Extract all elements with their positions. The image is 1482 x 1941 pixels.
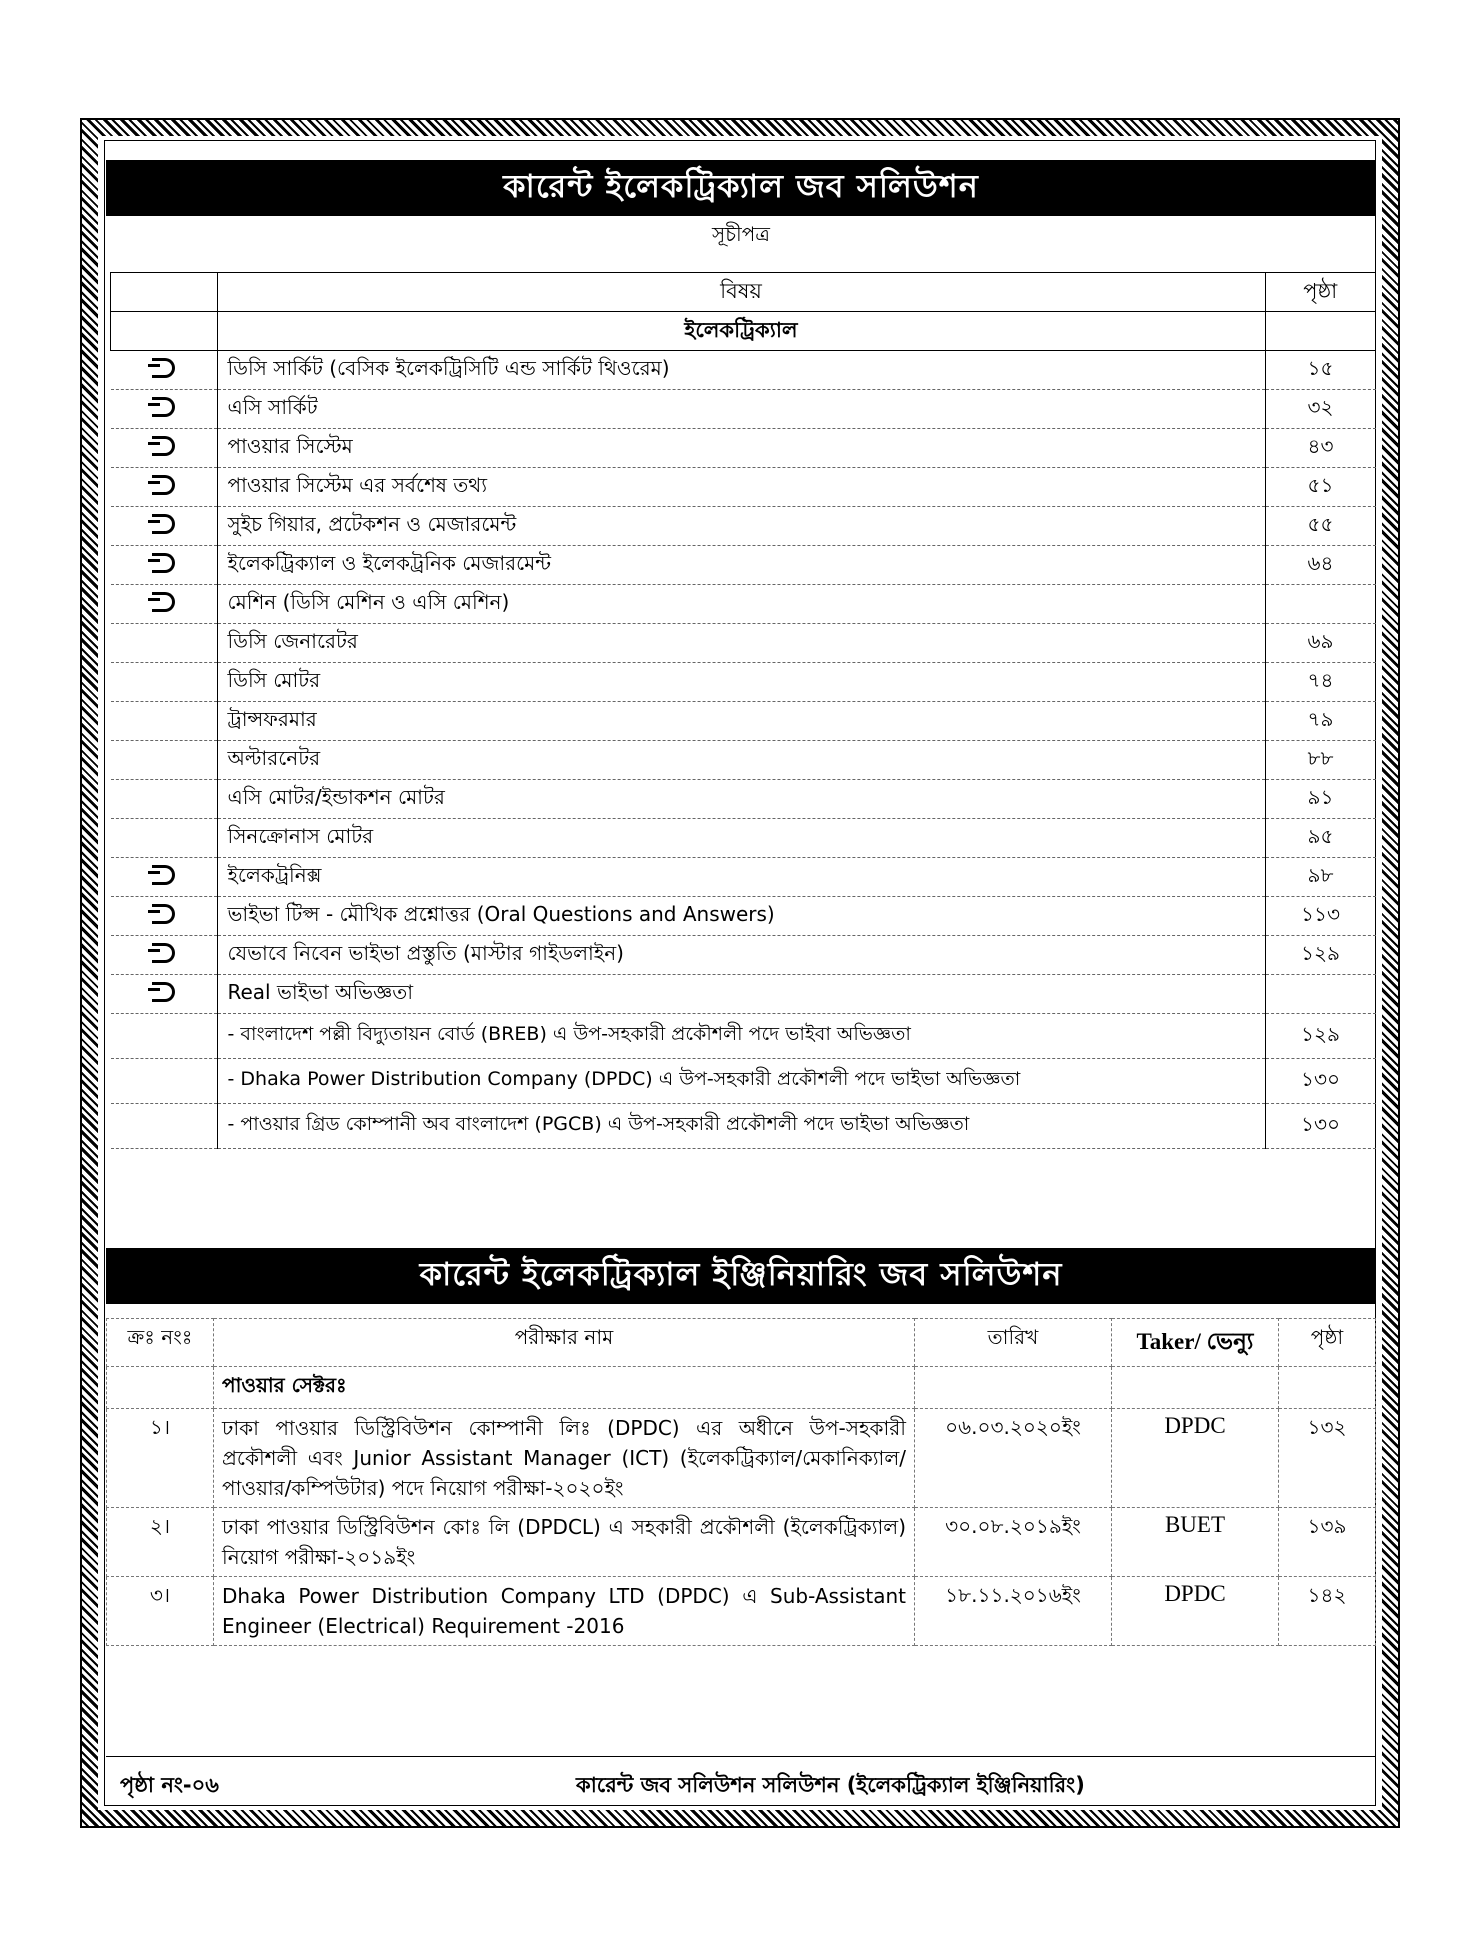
toc-row-subject: এসি সার্কিট	[217, 390, 1265, 429]
toc-row-subject: - পাওয়ার গ্রিড কোম্পানী অব বাংলাদেশ (PGCB) এ উপ-সহকারী প্রকৌশলী পদে ভাইভা অভিজ্ঞতা	[217, 1104, 1265, 1149]
toc-row-marker	[111, 624, 218, 663]
exam-row	[107, 1409, 1376, 1508]
toc-row-subject: এসি মোটর/ইন্ডাকশন মোটর	[217, 780, 1265, 819]
exam-header-taker: Taker/ ভেন্যু	[1112, 1319, 1279, 1367]
toc-row	[111, 1104, 1376, 1149]
toc-row	[111, 1014, 1376, 1059]
exam-header-page: পৃষ্ঠা	[1279, 1319, 1376, 1367]
toc-row-subject: অল্টারনেটর	[217, 741, 1265, 780]
toc-row-page: ১২৯	[1265, 1014, 1376, 1059]
arrow-icon	[152, 904, 175, 924]
toc-row	[111, 585, 1376, 624]
toc-row-page: ৯৮	[1265, 858, 1376, 897]
toc-row	[111, 741, 1376, 780]
toc-row-subject: - বাংলাদেশ পল্লী বিদ্যুতায়ন বোর্ড (BREB) এ উপ-সহকারী প্রকৌশলী পদে ভাইবা অভিজ্ঞতা	[217, 1014, 1265, 1059]
toc-row	[111, 468, 1376, 507]
toc-row	[111, 351, 1376, 390]
toc-row-marker	[111, 741, 218, 780]
toc-row-page	[1265, 585, 1376, 624]
toc-row-marker	[111, 1104, 218, 1149]
toc-row	[111, 663, 1376, 702]
exam-row-taker: DPDC	[1112, 1409, 1279, 1508]
toc-row-marker	[111, 663, 218, 702]
toc-row-marker	[111, 1059, 218, 1104]
toc-row-page: ৬৪	[1265, 546, 1376, 585]
toc-row-page	[1265, 975, 1376, 1014]
toc-row-subject: ডিসি মোটর	[217, 663, 1265, 702]
toc-row-marker	[111, 429, 218, 468]
exam-row-serial: ১।	[107, 1409, 214, 1508]
toc-row-page: ৮৮	[1265, 741, 1376, 780]
toc-row-marker	[111, 546, 218, 585]
toc-row	[111, 390, 1376, 429]
toc-row-subject: ট্রান্সফরমার	[217, 702, 1265, 741]
toc-row-page: ৯১	[1265, 780, 1376, 819]
toc-category: ইলেকট্রিক্যাল	[217, 312, 1265, 351]
exam-row-taker: DPDC	[1112, 1577, 1279, 1646]
toc-row	[111, 897, 1376, 936]
sector-label: পাওয়ার সেক্টরঃ	[214, 1367, 915, 1409]
arrow-icon	[152, 592, 175, 612]
toc-row	[111, 975, 1376, 1014]
toc-row-marker	[111, 975, 218, 1014]
section2-banner: কারেন্ট ইলেকট্রিক্যাল ইঞ্জিনিয়ারিং জব সলিউশন	[106, 1248, 1376, 1304]
toc-row-subject: পাওয়ার সিস্টেম	[217, 429, 1265, 468]
toc-row-marker	[111, 936, 218, 975]
footer-title: কারেন্ট জব সলিউশন সলিউশন (ইলেকট্রিক্যাল ইঞ্জিনিয়ারিং)	[576, 1773, 1085, 1797]
toc-header-page: পৃষ্ঠা	[1265, 273, 1376, 312]
toc-row-page: ৩২	[1265, 390, 1376, 429]
exam-row-page: ১৩৯	[1279, 1508, 1376, 1577]
toc-row-page: ১৩০	[1265, 1104, 1376, 1149]
toc-row-marker	[111, 1014, 218, 1059]
exam-row-exam: ঢাকা পাওয়ার ডিস্ট্রিবিউশন কোঃ লি (DPDCL) এ সহকারী প্রকৌশলী (ইলেকট্রিক্যাল) নিয়োগ পরীক্ষা-২০১৯ইং	[214, 1508, 915, 1577]
exam-row-page: ১৪২	[1279, 1577, 1376, 1646]
exam-row-taker: BUET	[1112, 1508, 1279, 1577]
arrow-icon	[152, 943, 175, 963]
toc-row-marker	[111, 468, 218, 507]
arrow-icon	[152, 553, 175, 573]
sector-blank	[107, 1367, 214, 1409]
arrow-icon	[152, 436, 175, 456]
toc-row-page: ৯৫	[1265, 819, 1376, 858]
toc-row-subject: ইলেকট্রনিক্স	[217, 858, 1265, 897]
toc-row-subject: যেভাবে নিবেন ভাইভা প্রস্তুতি (মাস্টার গাইডলাইন)	[217, 936, 1265, 975]
exam-row	[107, 1508, 1376, 1577]
exam-table	[106, 1318, 1376, 1646]
toc-row	[111, 624, 1376, 663]
toc-category-page	[1265, 312, 1376, 351]
exam-row-date: ১৮.১১.২০১৬ইং	[915, 1577, 1112, 1646]
toc-row-page: ৭৯	[1265, 702, 1376, 741]
arrow-icon	[152, 358, 175, 378]
exam-row	[107, 1577, 1376, 1646]
toc-row-marker	[111, 897, 218, 936]
section1-banner: কারেন্ট ইলেকট্রিক্যাল জব সলিউশন	[106, 160, 1376, 216]
toc-row-subject: পাওয়ার সিস্টেম এর সর্বশেষ তথ্য	[217, 468, 1265, 507]
exam-header-name: পরীক্ষার নাম	[214, 1319, 915, 1367]
page-footer	[106, 1756, 1376, 1803]
arrow-icon	[152, 865, 175, 885]
toc-row-page: ১২৯	[1265, 936, 1376, 975]
toc-row-marker	[111, 780, 218, 819]
exam-row-exam: Dhaka Power Distribution Company LTD (DPDC) এ Sub-Assistant Engineer (Electrical) Requirement -2016	[214, 1577, 915, 1646]
toc-header-blank	[111, 273, 218, 312]
toc-row-marker	[111, 507, 218, 546]
arrow-icon	[152, 982, 175, 1002]
toc-row-marker	[111, 819, 218, 858]
arrow-icon	[152, 397, 175, 417]
toc-row	[111, 819, 1376, 858]
toc-row-marker	[111, 585, 218, 624]
toc-row	[111, 702, 1376, 741]
toc-row-marker	[111, 858, 218, 897]
toc-row	[111, 546, 1376, 585]
toc-table	[110, 272, 1376, 1149]
toc-header-subject: বিষয়	[217, 273, 1265, 312]
exam-row-date: ০৬.০৩.২০২০ইং	[915, 1409, 1112, 1508]
toc-row-marker	[111, 390, 218, 429]
toc-row-page: ১৩০	[1265, 1059, 1376, 1104]
footer-page-number: পৃষ্ঠা নং-০৬	[120, 1773, 219, 1797]
exam-header-date: তারিখ	[915, 1319, 1112, 1367]
exam-header-serial: ক্রঃ নংঃ	[107, 1319, 214, 1367]
toc-row-subject: Real ভাইভা অভিজ্ঞতা	[217, 975, 1265, 1014]
toc-row	[111, 858, 1376, 897]
toc-row-page: ৭৪	[1265, 663, 1376, 702]
exam-row-serial: ২।	[107, 1508, 214, 1577]
toc-row-subject: সিনক্রোনাস মোটর	[217, 819, 1265, 858]
toc-row-subject: মেশিন (ডিসি মেশিন ও এসি মেশিন)	[217, 585, 1265, 624]
toc-subtitle: সূচীপত্র	[712, 222, 770, 246]
toc-row-marker	[111, 351, 218, 390]
exam-row-page: ১৩২	[1279, 1409, 1376, 1508]
toc-row-subject: ডিসি জেনারেটর	[217, 624, 1265, 663]
toc-row-subject: সুইচ গিয়ার, প্রটেকশন ও মেজারমেন্ট	[217, 507, 1265, 546]
arrow-icon	[152, 475, 175, 495]
toc-row	[111, 1059, 1376, 1104]
toc-row	[111, 429, 1376, 468]
toc-row-subject: ইলেকট্রিক্যাল ও ইলেকট্রনিক মেজারমেন্ট	[217, 546, 1265, 585]
exam-row-serial: ৩।	[107, 1577, 214, 1646]
exam-row-exam: ঢাকা পাওয়ার ডিস্ট্রিবিউশন কোম্পানী লিঃ (DPDC) এর অধীনে উপ-সহকারী প্রকৌশলী এবং Junior Assistant Manager (ICT) (ইলেকট্রিক্যাল/মেকানিক্যাল/পাওয়ার/কম্পিউটার) পদে নিয়োগ পরীক্ষা-২০২০ইং	[214, 1409, 915, 1508]
toc-row-subject: ডিসি সার্কিট (বেসিক ইলেকট্রিসিটি এন্ড সার্কিট থিওরেম)	[217, 351, 1265, 390]
toc-row-subject: ভাইভা টিপ্স - মৌখিক প্রশ্নোত্তর (Oral Questions and Answers)	[217, 897, 1265, 936]
exam-row-date: ৩০.০৮.২০১৯ইং	[915, 1508, 1112, 1577]
toc-row	[111, 936, 1376, 975]
toc-row-subject: - Dhaka Power Distribution Company (DPDC) এ উপ-সহকারী প্রকৌশলী পদে ভাইভা অভিজ্ঞতা	[217, 1059, 1265, 1104]
toc-row-marker	[111, 702, 218, 741]
toc-row	[111, 507, 1376, 546]
arrow-icon	[152, 514, 175, 534]
toc-category-blank	[111, 312, 218, 351]
toc-row-page: ১১৩	[1265, 897, 1376, 936]
toc-row-page: ৫৫	[1265, 507, 1376, 546]
toc-row-page: ৬৯	[1265, 624, 1376, 663]
toc-row	[111, 780, 1376, 819]
toc-row-page: ৫১	[1265, 468, 1376, 507]
toc-row-page: ৪৩	[1265, 429, 1376, 468]
toc-row-page: ১৫	[1265, 351, 1376, 390]
